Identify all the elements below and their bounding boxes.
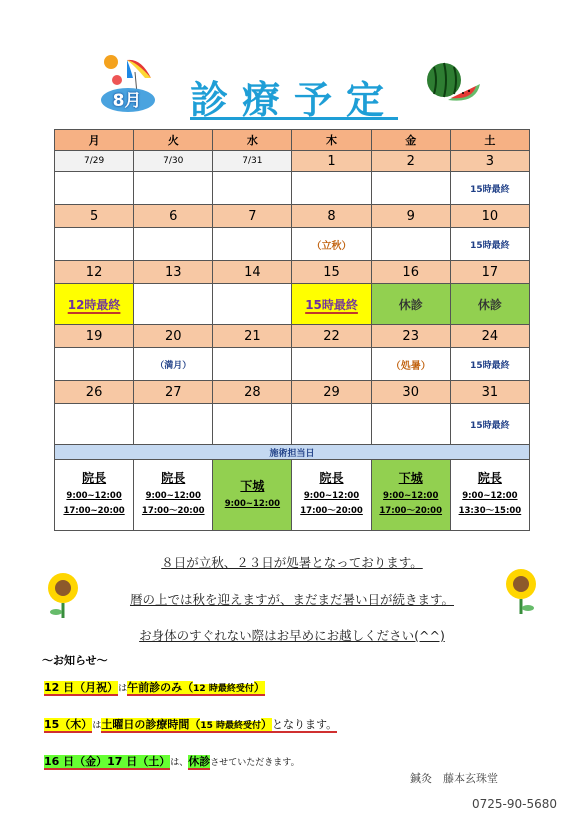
date-cell: 17 <box>450 261 529 284</box>
watermelon-icon <box>418 58 484 108</box>
weekday-wed: 水 <box>213 130 292 151</box>
schedule-calendar <box>54 129 530 531</box>
note-cell <box>292 172 371 205</box>
note-cell <box>371 228 450 261</box>
date-cell: 5 <box>55 205 134 228</box>
page-title: 診療予定 <box>190 78 399 122</box>
date-cell: 22 <box>292 325 371 348</box>
note-cell: （満月） <box>134 348 213 381</box>
notice-text: ） <box>253 681 265 694</box>
notice-text: させていただきます。 <box>210 758 300 768</box>
sunflower-icon <box>498 564 544 614</box>
note-cell: 15時最終 <box>450 404 529 445</box>
staff-name: 院長 <box>82 471 107 485</box>
note-cell <box>55 348 134 381</box>
notice-text: は <box>92 721 102 731</box>
date-cell: 29 <box>292 381 371 404</box>
staff-name: 下城 <box>240 478 265 493</box>
date-cell: 6 <box>134 205 213 228</box>
staff-time: 9:00~12:00 <box>66 491 122 501</box>
notice-text: 15 時最終受付 <box>200 721 261 731</box>
date-cell: 7/29 <box>55 151 134 172</box>
staff-time: 9:00~12:00 <box>462 491 518 501</box>
date-cell: 19 <box>55 325 134 348</box>
notice-text: 休診 <box>188 755 211 768</box>
note-cell <box>134 404 213 445</box>
date-cell: 9 <box>371 205 450 228</box>
staff-time: 13:30～15:00 <box>458 506 522 516</box>
note-cell: （立秋） <box>292 228 371 261</box>
date-cell: 28 <box>213 381 292 404</box>
staff-cell <box>213 460 292 531</box>
closed-note: 休診 <box>398 297 423 312</box>
note-cell: 15時最終 <box>450 348 529 381</box>
note-cell: 15時最終 <box>450 228 529 261</box>
note-cell <box>292 284 371 325</box>
notice-text: ） <box>261 718 272 731</box>
staff-cell <box>371 460 450 531</box>
staff-time: 17:00~20:00 <box>63 506 125 516</box>
date-cell: 2 <box>371 151 450 172</box>
date-cell: 23 <box>371 325 450 348</box>
note-cell <box>213 348 292 381</box>
notice-date: 12 日（月祝） <box>44 681 119 694</box>
date-cell: 8 <box>292 205 371 228</box>
notice-text: は <box>118 684 128 694</box>
staff-name: 院長 <box>319 471 344 485</box>
staff-name: 院長 <box>161 471 186 485</box>
weekday-tue: 火 <box>134 130 213 151</box>
date-cell: 1 <box>292 151 371 172</box>
notice-text: 午前診のみ（ <box>127 681 194 694</box>
note-cell <box>450 284 529 325</box>
date-cell: 26 <box>55 381 134 404</box>
date-cell: 21 <box>213 325 292 348</box>
notice-text: は、 <box>170 758 189 768</box>
notice-heading: ～お知らせ～ <box>42 654 108 667</box>
notice-date: 16 日（金）17 日（土） <box>44 755 171 768</box>
staff-time: 9:00~12:00 <box>383 491 439 501</box>
note-cell <box>55 284 134 325</box>
date-cell: 3 <box>450 151 529 172</box>
note-cell <box>134 228 213 261</box>
staff-time: 9:00~12:00 <box>224 498 281 509</box>
staff-cell <box>450 460 529 531</box>
staff-cell <box>134 460 213 531</box>
notice-item <box>44 679 265 695</box>
note-cell <box>213 228 292 261</box>
notice-item <box>44 753 300 769</box>
month-badge-label: 8月 <box>112 91 142 111</box>
date-cell: 14 <box>213 261 292 284</box>
weekday-fri: 金 <box>371 130 450 151</box>
weekday-thu: 木 <box>292 130 371 151</box>
staff-cell <box>292 460 371 531</box>
note-cell <box>213 284 292 325</box>
staff-cell <box>55 460 134 531</box>
date-cell: 30 <box>371 381 450 404</box>
date-cell: 27 <box>134 381 213 404</box>
note-cell <box>55 228 134 261</box>
weekday-mon: 月 <box>55 130 134 151</box>
note-cell <box>213 404 292 445</box>
message-line: お身体のすぐれない際はお早めにお越しください(^^) <box>139 628 445 643</box>
note-cell: 15時最終 <box>450 172 529 205</box>
date-cell: 7 <box>213 205 292 228</box>
date-cell: 16 <box>371 261 450 284</box>
sunflower-icon <box>40 568 86 618</box>
note-cell <box>371 404 450 445</box>
notice-item <box>44 716 337 732</box>
closed-note: 休診 <box>477 297 502 312</box>
clinic-name: 鍼灸 藤本玄珠堂 <box>410 772 498 785</box>
date-cell: 10 <box>450 205 529 228</box>
phone-number: 0725-90-5680 <box>472 797 558 811</box>
notice-text: 12 時最終受付 <box>193 684 254 694</box>
date-cell: 24 <box>450 325 529 348</box>
date-cell: 15 <box>292 261 371 284</box>
message-line: ８日が立秋、２３日が処暑となっております。 <box>161 555 423 570</box>
weekday-sat: 土 <box>450 130 529 151</box>
note-cell <box>55 404 134 445</box>
staff-time: 9:00~12:00 <box>145 491 201 501</box>
closing-time-note: 12時最終 <box>67 297 121 312</box>
note-cell: （処暑） <box>371 348 450 381</box>
staff-name: 院長 <box>477 471 502 485</box>
staff-name: 下城 <box>398 471 423 485</box>
message-line: 暦の上では秋を迎えますが、まだまだ暑い日が続きます。 <box>129 592 454 607</box>
date-cell: 31 <box>450 381 529 404</box>
date-cell: 20 <box>134 325 213 348</box>
note-cell <box>134 172 213 205</box>
notice-text: となります。 <box>272 718 338 731</box>
note-cell <box>292 348 371 381</box>
note-cell <box>213 172 292 205</box>
note-cell <box>371 172 450 205</box>
date-cell: 7/31 <box>213 151 292 172</box>
notice-text: 土曜日の診療時間（ <box>101 718 201 731</box>
note-cell <box>292 404 371 445</box>
note-cell <box>134 284 213 325</box>
date-cell: 7/30 <box>134 151 213 172</box>
note-cell <box>371 284 450 325</box>
notice-date: 15（木） <box>44 718 93 731</box>
staff-time: 17:00～20:00 <box>379 506 443 516</box>
staff-time: 9:00~12:00 <box>303 491 360 501</box>
closing-time-note: 15時最終 <box>305 297 358 312</box>
staff-band-header: 施術担当日 <box>55 445 530 460</box>
staff-time: 17:00～20:00 <box>300 506 363 516</box>
date-cell: 13 <box>134 261 213 284</box>
date-cell: 12 <box>55 261 134 284</box>
staff-time: 17:00～20:00 <box>141 506 205 516</box>
note-cell <box>55 172 134 205</box>
